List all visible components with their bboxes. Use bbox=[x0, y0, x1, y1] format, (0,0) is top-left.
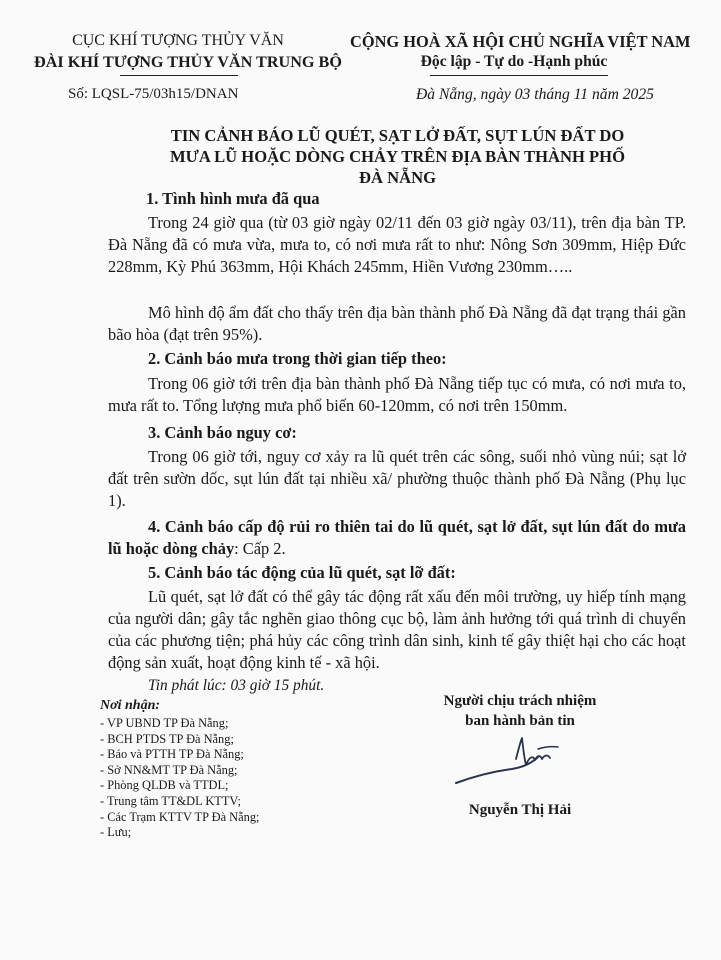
recipient-item: - Phòng QLDB và TTDL; bbox=[100, 778, 229, 793]
section-5-paragraph: Lũ quét, sạt lở đất có thể gây tác động rất xấu đến môi trường, uy hiếp tính mạng của người dân; gây tắc nghẽn giao thông cục bộ, làm ảnh hưởng tới quá trình di chuyển của các phương tiện; phá hủy các công trình dân sinh, kinh tế gây thiệt hại cho các hoạt động sản xuất, hoạt động kinh tế - xã hội. bbox=[108, 587, 686, 672]
section-1-paragraph-2: Mô hình độ ẩm đất cho thấy trên địa bàn thành phố Đà Nẵng đã đạt trạng thái gần bão hòa (đạt trên 95%). bbox=[108, 303, 686, 344]
section-2-paragraph: Trong 06 giờ tới trên địa bàn thành phố Đà Nẵng tiếp tục có mưa, có nơi mưa to, mưa rất to. Tổng lượng mưa phổ biến 60-120mm, có nơi trên 150mm. bbox=[108, 374, 686, 415]
org-parent: CỤC KHÍ TƯỢNG THỦY VĂN bbox=[72, 32, 284, 49]
org-underline bbox=[120, 75, 238, 76]
section-3-paragraph: Trong 06 giờ tới, nguy cơ xảy ra lũ quét trên các sông, suối nhỏ vùng núi; sạt lở đất trên sườn dốc, sụt lún đất tại nhiều xã/ phường thuộc thành phố Đà Nẵng (Phụ lục 1). bbox=[108, 447, 686, 510]
country-name: CỘNG HOÀ XÃ HỘI CHỦ NGHĨA VIỆT NAM bbox=[350, 32, 691, 51]
section-5-heading: 5. Cảnh báo tác động của lũ quét, sạt lỡ đất: bbox=[148, 563, 456, 582]
recipient-item: - Báo và PTTH TP Đà Nẵng; bbox=[100, 747, 244, 762]
national-motto: Độc lập - Tự do -Hạnh phúc bbox=[420, 53, 608, 70]
section-3-heading: 3. Cảnh báo nguy cơ: bbox=[148, 423, 297, 442]
recipient-item: - Các Trạm KTTV TP Đà Nẵng; bbox=[100, 809, 260, 824]
motto-underline bbox=[430, 75, 608, 76]
org-name: ĐÀI KHÍ TƯỢNG THỦY VĂN TRUNG BỘ bbox=[34, 53, 342, 71]
document-title-line-1: TIN CẢNH BÁO LŨ QUÉT, SẠT LỞ ĐẤT, SỤT LÚN ĐẤT DO bbox=[170, 126, 625, 145]
recipients-list bbox=[100, 716, 259, 841]
recipient-item: - Sở NN&MT TP Đà Nẵng; bbox=[100, 762, 238, 777]
section-4-block bbox=[108, 516, 686, 560]
recipient-item: - Trung tâm TT&DL KTTV; bbox=[100, 793, 241, 808]
handwritten-signature bbox=[450, 735, 600, 795]
recipient-item: - BCH PTDS TP Đà Nẵng; bbox=[100, 731, 234, 746]
section-4-heading: 4. Cảnh báo cấp độ rủi ro thiên tai do lũ quét, sạt lở đất, sụt lún đất do mưa lũ hoặc dòng chảy bbox=[108, 517, 686, 558]
document-number: Số: LQSL-75/03h15/DNAN bbox=[68, 86, 239, 102]
document-title-line-3: ĐÀ NẴNG bbox=[359, 168, 436, 187]
signer-name: Nguyễn Thị Hải bbox=[468, 802, 572, 818]
issued-time: Tin phát lúc: 03 giờ 15 phút. bbox=[148, 677, 325, 694]
recipient-item: - VP UBND TP Đà Nẵng; bbox=[100, 716, 229, 730]
recipients-label: Nơi nhận: bbox=[100, 698, 161, 713]
section-2-heading: 2. Cảnh báo mưa trong thời gian tiếp theo: bbox=[148, 349, 447, 368]
recipient-item: - Lưu; bbox=[100, 825, 132, 840]
document-title-line-2: MƯA LŨ HOẶC DÒNG CHẢY TRÊN ĐỊA BÀN THÀNH PHỐ bbox=[170, 147, 625, 166]
section-1-heading: 1. Tình hình mưa đã qua bbox=[146, 189, 320, 208]
signer-role-line-2: ban hành bản tin bbox=[465, 713, 575, 729]
section-1-paragraph-1: Trong 24 giờ qua (từ 03 giờ ngày 02/11 đến 03 giờ ngày 03/11), trên địa bàn TP. Đà Nẵng đã có mưa vừa, mưa to, có nơi mưa rất to như: Nông Sơn 309mm, Hiệp Đức 228mm, Kỳ Phú 363mm, Hội Khách 245mm, Hiền Vương 230mm….. bbox=[108, 213, 686, 276]
risk-level-value: : Cấp 2. bbox=[234, 539, 286, 558]
signer-role-line-1: Người chịu trách nhiệm bbox=[443, 693, 597, 709]
place-date: Đà Nẵng, ngày 03 tháng 11 năm 2025 bbox=[416, 86, 654, 103]
